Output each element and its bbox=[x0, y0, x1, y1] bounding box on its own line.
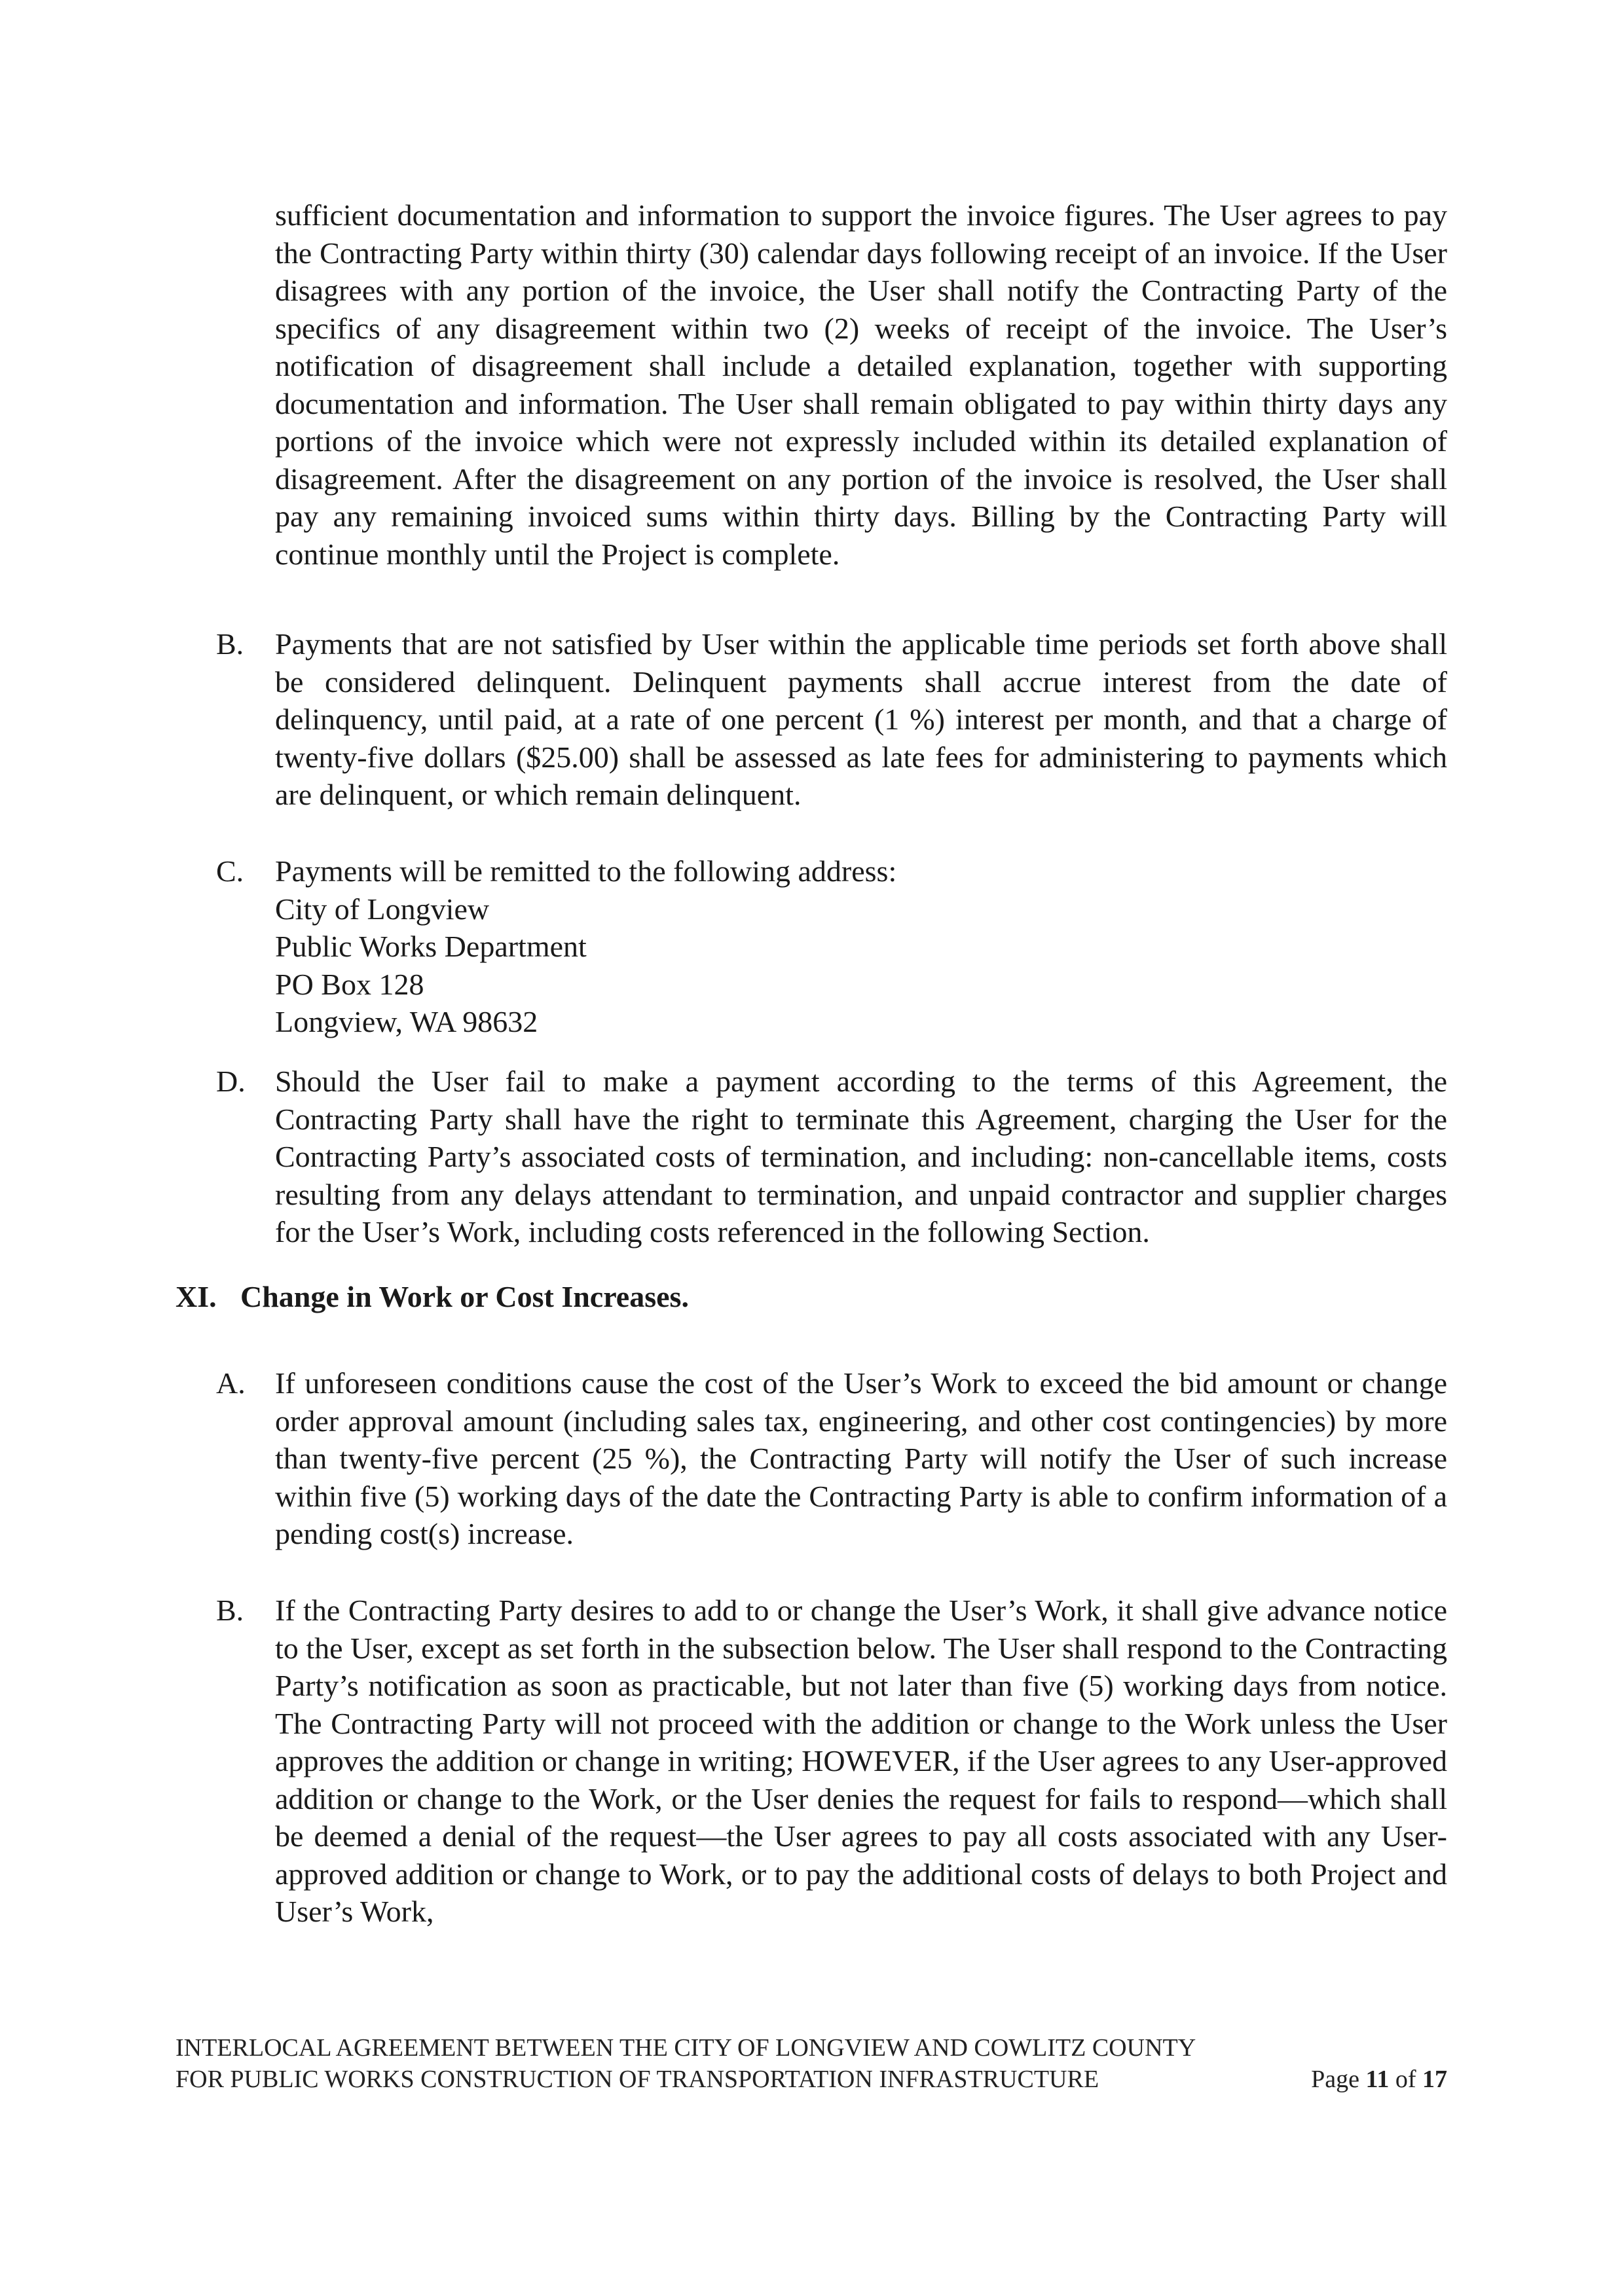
footer-line-2 bbox=[175, 2064, 1447, 2095]
section-title: Change in Work or Cost Increases. bbox=[240, 1280, 689, 1313]
item-letter: B. bbox=[216, 1594, 244, 1627]
page-label: Page bbox=[1311, 2066, 1359, 2093]
item-text: Payments that are not satisfied by User within the applicable time periods set forth above shall be considered delinquent. Delinquent payments shall accrue interest from the date of delinquency, until paid, at a rate of one percent (1 %) interest per month, and that a charge of twenty-five dollars ($25.00) shall be assessed as late fees for administering to payments which are delinquent, or which remain delinquent. bbox=[275, 627, 1447, 811]
footer-title-line-2: FOR PUBLIC WORKS CONSTRUCTION OF TRANSPORTATION INFRASTRUCTURE bbox=[175, 2066, 1099, 2093]
section-heading bbox=[175, 1278, 689, 1316]
footer-line-1 bbox=[175, 2032, 1447, 2064]
page-current: 11 bbox=[1365, 2066, 1390, 2093]
address-line-1: City of Longview bbox=[275, 892, 490, 926]
page-total: 17 bbox=[1422, 2066, 1447, 2093]
page-footer bbox=[175, 2032, 1447, 2095]
page-of: of bbox=[1395, 2066, 1416, 2093]
address-line-2: Public Works Department bbox=[275, 930, 587, 963]
item-text: If unforeseen conditions cause the cost of the User’s Work to exceed the bid amount or change order approval amount (including sales tax, engineering, and other cost contingencies) by more than twenty-five percent (25 %), the Contracting Party will notify the User of such increase within five (5) working days of the date the Contracting Party is able to confirm information of a pending cost(s) increase. bbox=[275, 1366, 1447, 1550]
item-text bbox=[275, 852, 1447, 1041]
address-line-4: Longview, WA 98632 bbox=[275, 1005, 538, 1038]
section-number: XI. bbox=[175, 1280, 217, 1313]
address-line-3: PO Box 128 bbox=[275, 967, 424, 1001]
item-letter: A. bbox=[216, 1366, 246, 1400]
continuation-paragraph: sufficient documentation and information to support the invoice figures. The User agrees to pay the Contracting Party within thirty (30) calendar days following receipt of an invoice. If the User disagrees with any portion of the invoice, the User shall notify the Contracting Party of the specifics of any disagreement within two (2) weeks of receipt of the invoice. The User’s notification of disagreement shall include a detailed explanation, together with supporting documentation and information. The User shall remain obligated to pay within thirty days any portions of the invoice which were not expressly included within its detailed explanation of disagreement. After the disagreement on any portion of the invoice is resolved, the User shall pay any remaining invoiced sums within thirty days. Billing by the Contracting Party will continue monthly until the Project is complete. bbox=[275, 198, 1447, 571]
page-number bbox=[1311, 2064, 1447, 2095]
item-letter: B. bbox=[216, 627, 244, 661]
item-text: If the Contracting Party desires to add to or change the User’s Work, it shall give advance notice to the User, except as set forth in the subsection below. The User shall respond to the Contracting Party’s notification as soon as practicable, but not later than five (5) working days from notice. The Contracting Party will not proceed with the addition or change to the Work unless the User approves the addition or change in writing; HOWEVER, if the User agrees to any User-approved addition or change to the Work, or the User denies the request for fails to respond—which shall be deemed a denial of the request—the User agrees to pay all costs associated with any User-approved addition or change to Work, or to pay the additional costs of delays to both Project and User’s Work, bbox=[275, 1594, 1447, 1928]
item-letter: D. bbox=[216, 1065, 246, 1098]
remit-intro: Payments will be remitted to the following address: bbox=[275, 854, 897, 888]
footer-title-line-1: INTERLOCAL AGREEMENT BETWEEN THE CITY OF LONGVIEW AND COWLITZ COUNTY bbox=[175, 2034, 1196, 2062]
item-letter: C. bbox=[216, 854, 244, 888]
item-text: Should the User fail to make a payment according to the terms of this Agreement, the Contracting Party shall have the right to terminate this Agreement, charging the User for the Contracting Party’s associated costs of termination, and including: non-cancellable items, costs resulting from any delays attendant to termination, and unpaid contractor and supplier charges for the User’s Work, including costs referenced in the following Section. bbox=[275, 1065, 1447, 1248]
